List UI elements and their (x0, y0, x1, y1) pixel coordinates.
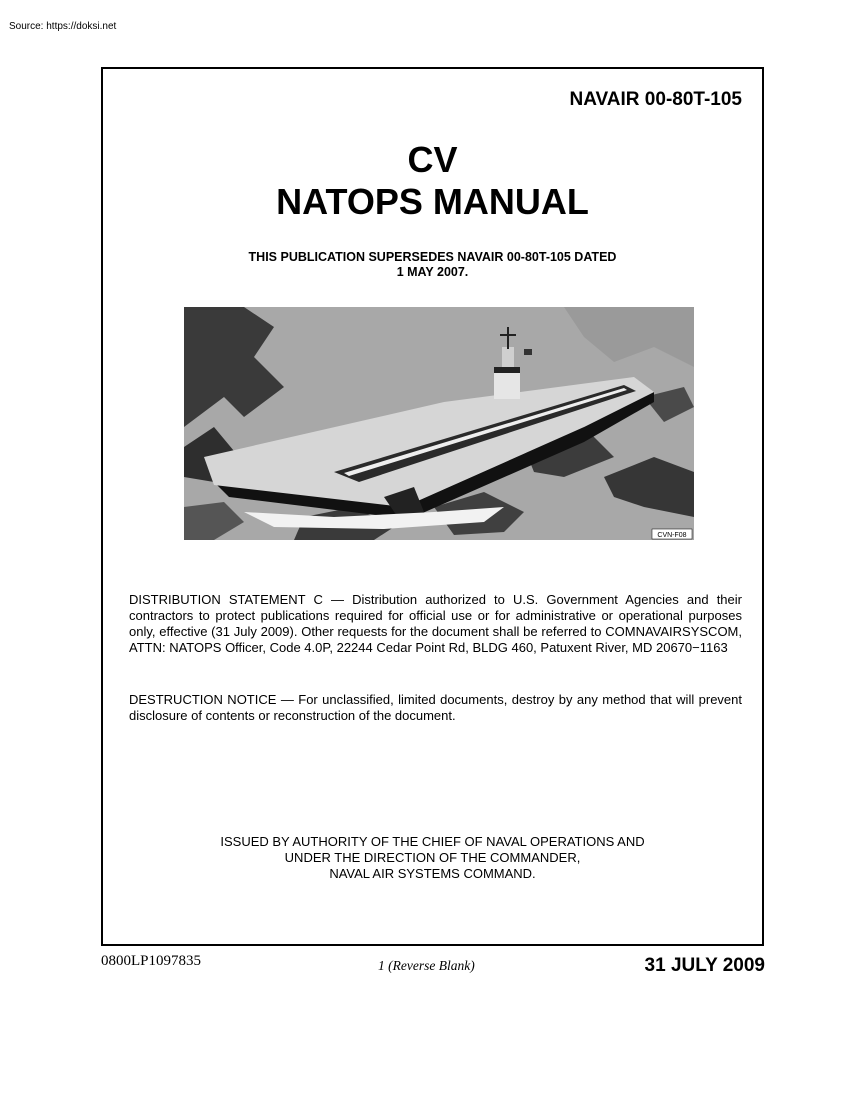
source-note: Source: https://doksi.net (9, 21, 117, 32)
footer-code: 0800LP1097835 (101, 953, 202, 969)
title-line-2: NATOPS MANUAL (276, 181, 589, 222)
issuing-authority (103, 834, 762, 882)
supersedes-notice (103, 250, 762, 280)
distribution-statement: DISTRIBUTION STATEMENT C — Distribution authorized to U.S. Government Agencies and their contractors to protect publications required for official use or for administrative or operational purposes only, effective (31 July 2009). Other requests for the document shall be referred to COMNAVAIRSYSCOM, ATTN: NATOPS Officer, Code 4.0P, 22244 Cedar Point Rd, BLDG 460, Patuxent River, MD 20670−1163 (129, 592, 742, 655)
photo-label: CVN-F08 (657, 532, 687, 539)
authority-line-2: UNDER THE DIRECTION OF THE COMMANDER, (284, 850, 581, 865)
supersedes-line-2: 1 MAY 2007. (396, 265, 469, 279)
footer-page: 1 (Reverse Blank) (378, 958, 475, 973)
aircraft-carrier-photo (184, 307, 694, 540)
destruction-notice: DESTRUCTION NOTICE — For unclassified, limited documents, destroy by any method that will prevent disclosure of contents or reconstruction of the document. (129, 692, 742, 723)
cover-frame (101, 67, 764, 946)
authority-line-1: ISSUED BY AUTHORITY OF THE CHIEF OF NAVAL OPERATIONS AND (220, 834, 645, 849)
footer-date: 31 JULY 2009 (644, 955, 765, 976)
page-title (103, 139, 762, 223)
authority-line-3: NAVAL AIR SYSTEMS COMMAND. (329, 866, 536, 881)
supersedes-line-1: THIS PUBLICATION SUPERSEDES NAVAIR 00-80T-105 DATED (248, 250, 617, 264)
document-number: NAVAIR 00-80T-105 (569, 89, 742, 110)
title-line-1: CV (407, 139, 458, 180)
